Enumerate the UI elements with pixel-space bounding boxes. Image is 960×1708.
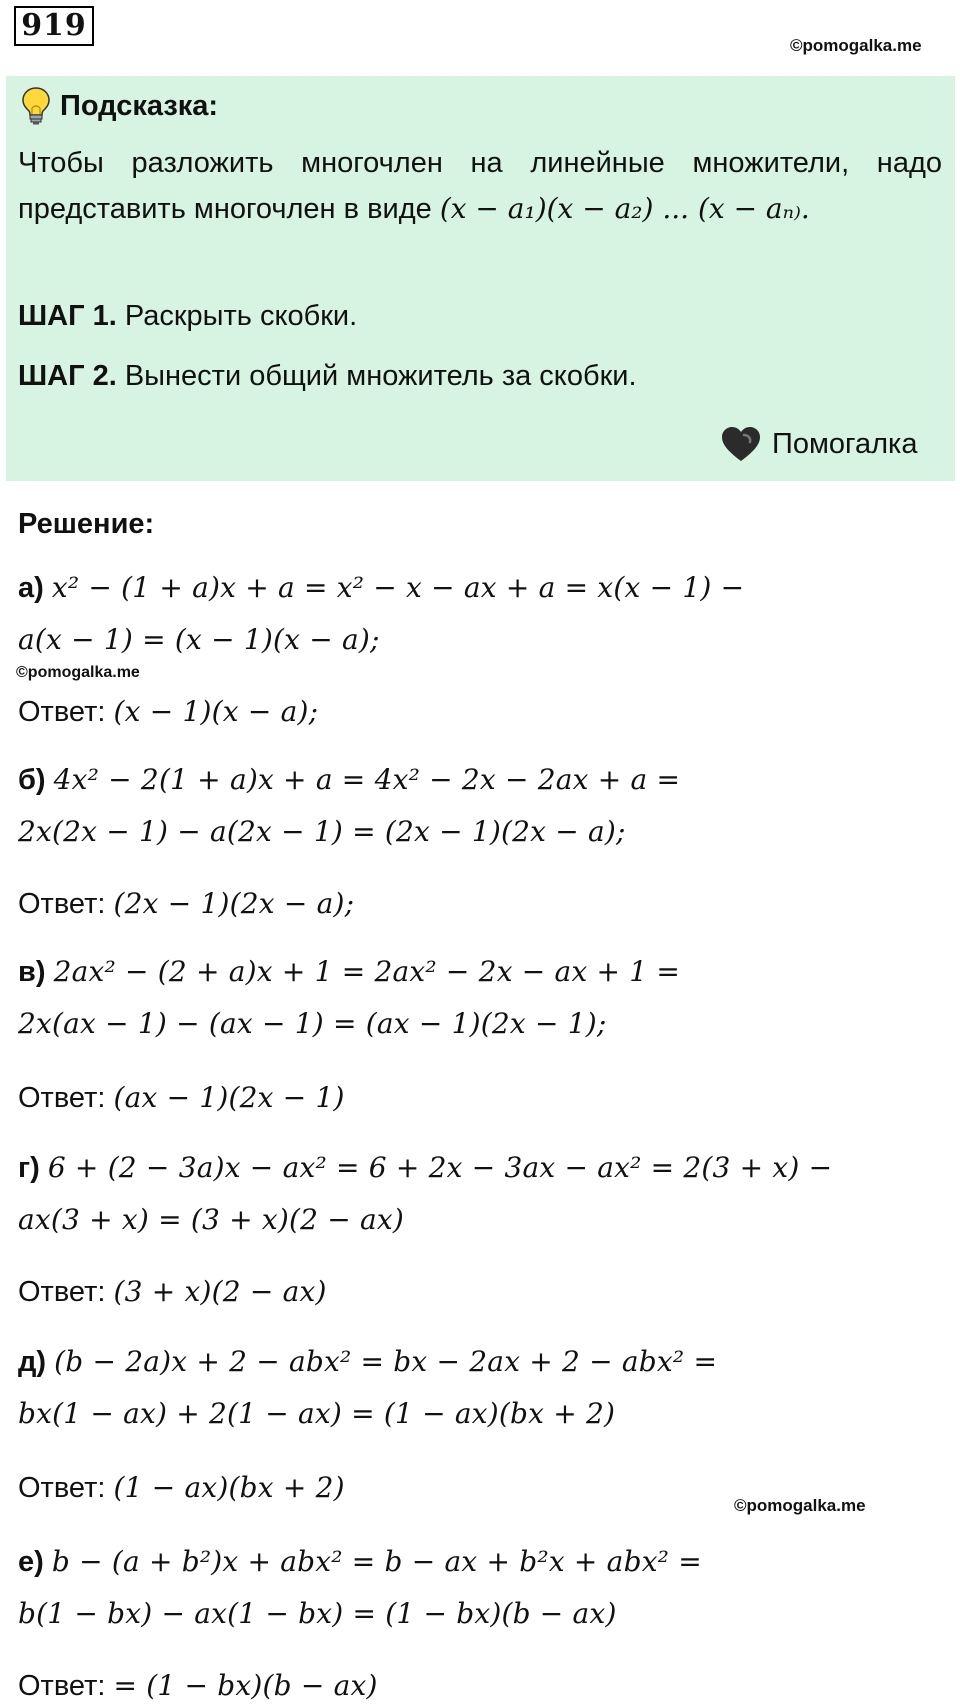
answer-label: Ответ: — [18, 1472, 106, 1504]
equation-line-2: 2x(ax − 1) − (ax − 1) = (ax − 1)(2x − 1); — [18, 1007, 607, 1040]
item-label: в) — [18, 956, 46, 988]
answer-value: = (1 − bx)(b − ax) — [113, 1669, 378, 1702]
heart-icon — [720, 425, 762, 463]
solution-item-6-line-2 — [18, 1592, 617, 1636]
equation-line-2: b(1 − bx) − ax(1 − bx) = (1 − bx)(b − ax) — [18, 1597, 617, 1630]
hint-title — [20, 86, 218, 126]
solution-item-4-line-1 — [18, 1146, 832, 1190]
equation-line-2: a(x − 1) = (x − 1)(x − a); — [18, 623, 380, 656]
solution-item-4-line-2 — [18, 1198, 404, 1242]
solution-item-6-answer — [18, 1664, 378, 1708]
watermark-top: ©pomogalka.me — [790, 36, 922, 55]
watermark-low: ©pomogalka.me — [734, 1496, 866, 1515]
answer-label: Ответ: — [18, 1082, 106, 1114]
answer-label: Ответ: — [18, 888, 106, 920]
item-label: д) — [18, 1346, 47, 1378]
solution-item-5-line-2 — [18, 1392, 615, 1436]
solution-title: Решение: — [18, 508, 155, 540]
solution-item-3-answer — [18, 1076, 345, 1120]
item-label: б) — [18, 764, 46, 796]
item-label: е) — [18, 1546, 44, 1578]
answer-label: Ответ: — [18, 696, 106, 728]
solution-item-1-line-2 — [18, 618, 380, 662]
solution-item-3-line-2 — [18, 1002, 607, 1046]
brand-mark — [720, 424, 917, 464]
solution-item-3-line-1 — [18, 950, 680, 994]
hint-box — [6, 76, 955, 481]
lightbulb-icon — [20, 86, 52, 126]
solution-item-5-line-1 — [18, 1340, 717, 1384]
solution-item-2-line-2 — [18, 810, 626, 854]
answer-value: (3 + x)(2 − ax) — [113, 1275, 327, 1308]
answer-label: Ответ: — [18, 1670, 106, 1702]
solution-item-4-answer — [18, 1270, 327, 1314]
solution-item-2-line-1 — [18, 758, 680, 802]
equation-line-1: x² − (1 + a)x + a = x² − x − ax + a = x(x − 1) − — [51, 571, 745, 604]
step-1-text: Раскрыть скобки. — [124, 300, 358, 332]
item-label: а) — [18, 572, 44, 604]
answer-label: Ответ: — [18, 1276, 106, 1308]
item-label: г) — [18, 1152, 40, 1184]
answer-value: (2x − 1)(2x − a); — [113, 887, 355, 920]
brand-name: Помогалка — [772, 427, 918, 460]
answer-value: (x − 1)(x − a); — [113, 695, 319, 728]
hint-step-2 — [18, 360, 637, 393]
equation-line-1: (b − 2a)x + 2 − abx² = bx − 2ax + 2 − abx² = — [54, 1345, 718, 1378]
task-number: 919 — [14, 6, 94, 46]
equation-line-1: 2ax² − (2 + a)x + 1 = 2ax² − 2x − ax + 1 = — [53, 955, 681, 988]
watermark-mid: ©pomogalka.me — [16, 664, 140, 681]
solution-item-2-answer — [18, 882, 354, 926]
hint-intro — [18, 140, 942, 232]
equation-line-2: 2x(2x − 1) − a(2x − 1) = (2x − 1)(2x − a); — [18, 815, 626, 848]
equation-line-2: ax(3 + x) = (3 + x)(2 − ax) — [18, 1203, 404, 1236]
solution-item-6-line-1 — [18, 1540, 702, 1584]
hint-formula: (x − a₁)(x − a₂) ... (x − aₙ₎. — [439, 192, 810, 225]
hint-title-text: Подсказка: — [60, 89, 219, 122]
equation-line-1: b − (a + b²)x + abx² = b − ax + b²x + abx² = — [51, 1545, 702, 1578]
step-2-text: Вынести общий множитель за скобки. — [124, 360, 637, 392]
solution-item-5-answer — [18, 1466, 345, 1510]
equation-line-2: bx(1 − ax) + 2(1 − ax) = (1 − ax)(bx + 2) — [18, 1397, 616, 1430]
step-1-label: ШАГ 1. — [18, 300, 117, 332]
equation-line-1: 6 + (2 − 3a)x − ax² = 6 + 2x − 3ax − ax² = 2(3 + x) − — [47, 1151, 833, 1184]
solution-item-1-answer — [18, 690, 318, 734]
solution-item-1-line-1 — [18, 566, 744, 610]
equation-line-1: 4x² − 2(1 + a)x + a = 4x² − 2x − 2ax + a = — [53, 763, 681, 796]
answer-value: (1 − ax)(bx + 2) — [113, 1471, 345, 1504]
answer-value: (ax − 1)(2x − 1) — [113, 1081, 345, 1114]
hint-step-1 — [18, 300, 357, 333]
step-2-label: ШАГ 2. — [18, 360, 117, 392]
hint-intro-text: Чтобы разложить многочлен на линейные множители, надо представить многочлен в виде — [18, 147, 942, 225]
